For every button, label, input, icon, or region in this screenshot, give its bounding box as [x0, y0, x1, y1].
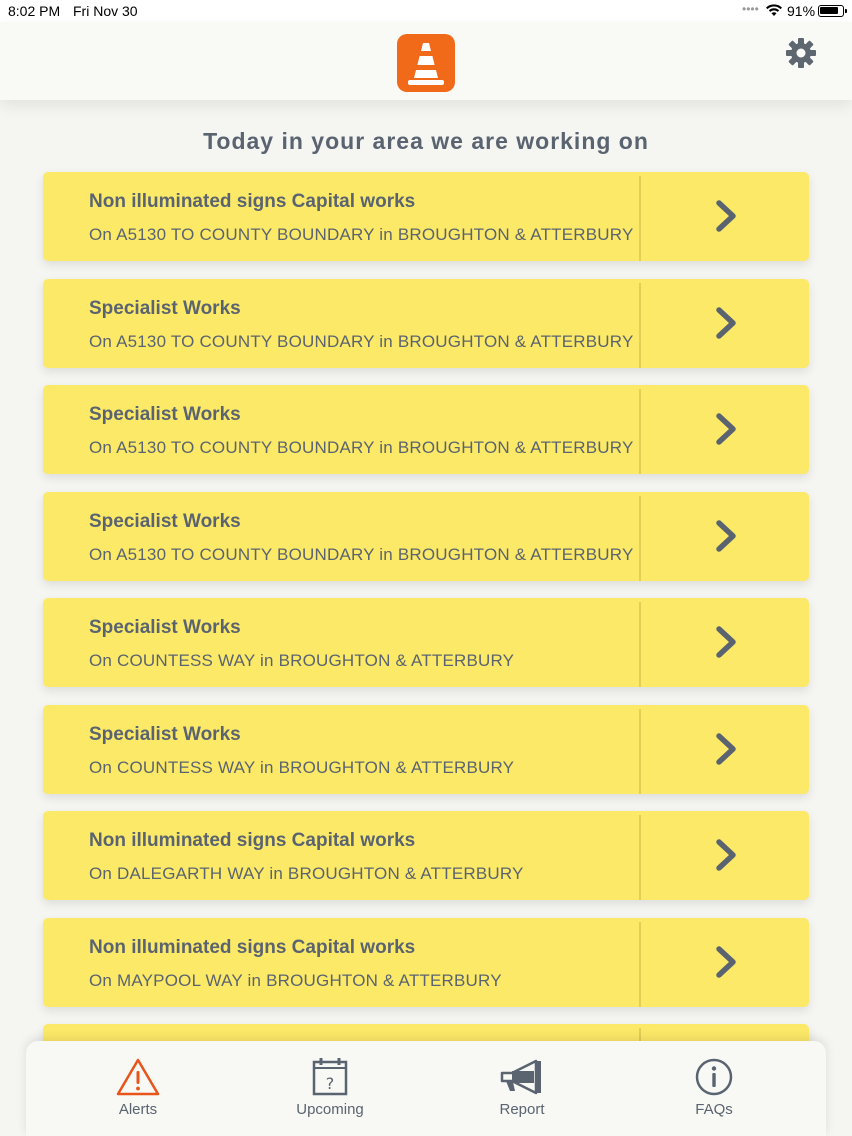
work-title: Specialist Works — [89, 404, 241, 425]
work-item[interactable] — [43, 279, 809, 368]
divider — [639, 922, 641, 1007]
divider — [639, 602, 641, 687]
divider — [639, 389, 641, 474]
tab-alerts[interactable] — [38, 1041, 238, 1136]
cellular-dots: •••• — [742, 2, 759, 16]
status-bar — [0, 0, 852, 22]
battery-percent: 91% — [787, 3, 816, 19]
divider — [639, 283, 641, 368]
svg-text:?: ? — [325, 1074, 335, 1093]
gear-icon[interactable] — [783, 35, 819, 71]
status-time: 8:02 PM — [8, 3, 61, 19]
work-location: On A5130 TO COUNTY BOUNDARY in BROUGHTON & ATTERBURY — [89, 544, 634, 564]
work-location: On DALEGARTH WAY in BROUGHTON & ATTERBURY — [89, 864, 524, 883]
work-location: On A5130 TO COUNTY BOUNDARY in BROUGHTON & ATTERBURY — [89, 331, 634, 351]
chevron-right-icon — [713, 625, 739, 659]
chevron-right-icon — [713, 306, 739, 340]
traffic-cone-icon — [397, 34, 455, 92]
work-location: On A5130 TO COUNTY BOUNDARY in BROUGHTON & ATTERBURY — [89, 225, 634, 244]
status-date: Fri Nov 30 — [73, 3, 138, 19]
work-location: On MAYPOOL WAY in BROUGHTON & ATTERBURY — [89, 970, 502, 990]
works-list — [43, 172, 809, 1131]
divider — [639, 496, 641, 581]
work-title: Non illuminated signs Capital works — [89, 191, 416, 212]
chevron-right-icon — [713, 519, 739, 553]
work-location: On COUNTESS WAY in BROUGHTON & ATTERBURY — [89, 651, 515, 670]
info-circle-icon — [690, 1055, 738, 1099]
calendar-question-icon — [306, 1055, 354, 1099]
tab-report[interactable] — [422, 1041, 622, 1136]
work-title: Specialist Works — [89, 723, 241, 745]
work-item[interactable] — [43, 705, 809, 794]
page-heading: Today in your area we are working on — [203, 128, 649, 154]
work-item[interactable] — [43, 598, 809, 687]
app-header — [0, 22, 852, 100]
megaphone-icon — [498, 1055, 546, 1099]
tab-label: Upcoming — [296, 1101, 364, 1118]
divider — [639, 176, 641, 261]
divider — [639, 815, 641, 900]
tab-faqs[interactable] — [614, 1041, 814, 1136]
work-title: Specialist Works — [89, 617, 241, 638]
divider — [639, 709, 641, 794]
work-item[interactable] — [43, 492, 809, 581]
work-item[interactable] — [43, 172, 809, 261]
work-title: Specialist Works — [89, 510, 241, 532]
chevron-right-icon — [713, 199, 739, 233]
chevron-right-icon — [713, 945, 739, 979]
chevron-right-icon — [713, 838, 739, 872]
tab-label: FAQs — [695, 1101, 733, 1118]
work-title: Specialist Works — [89, 297, 241, 319]
wifi-icon — [765, 3, 783, 20]
chevron-right-icon — [713, 412, 739, 446]
tab-bar — [26, 1041, 826, 1136]
work-item[interactable] — [43, 811, 809, 900]
tab-label: Alerts — [118, 1101, 158, 1118]
work-location: On COUNTESS WAY in BROUGHTON & ATTERBURY — [89, 757, 515, 777]
tab-label: Report — [499, 1101, 545, 1118]
battery-icon — [818, 5, 844, 17]
work-item[interactable] — [43, 918, 809, 1007]
work-title: Non illuminated signs Capital works — [89, 936, 416, 958]
chevron-right-icon — [713, 732, 739, 766]
warning-triangle-icon — [114, 1055, 162, 1099]
tab-upcoming[interactable] — [230, 1041, 430, 1136]
work-title: Non illuminated signs Capital works — [89, 830, 416, 851]
work-location: On A5130 TO COUNTY BOUNDARY in BROUGHTON & ATTERBURY — [89, 438, 634, 457]
work-item[interactable] — [43, 385, 809, 474]
